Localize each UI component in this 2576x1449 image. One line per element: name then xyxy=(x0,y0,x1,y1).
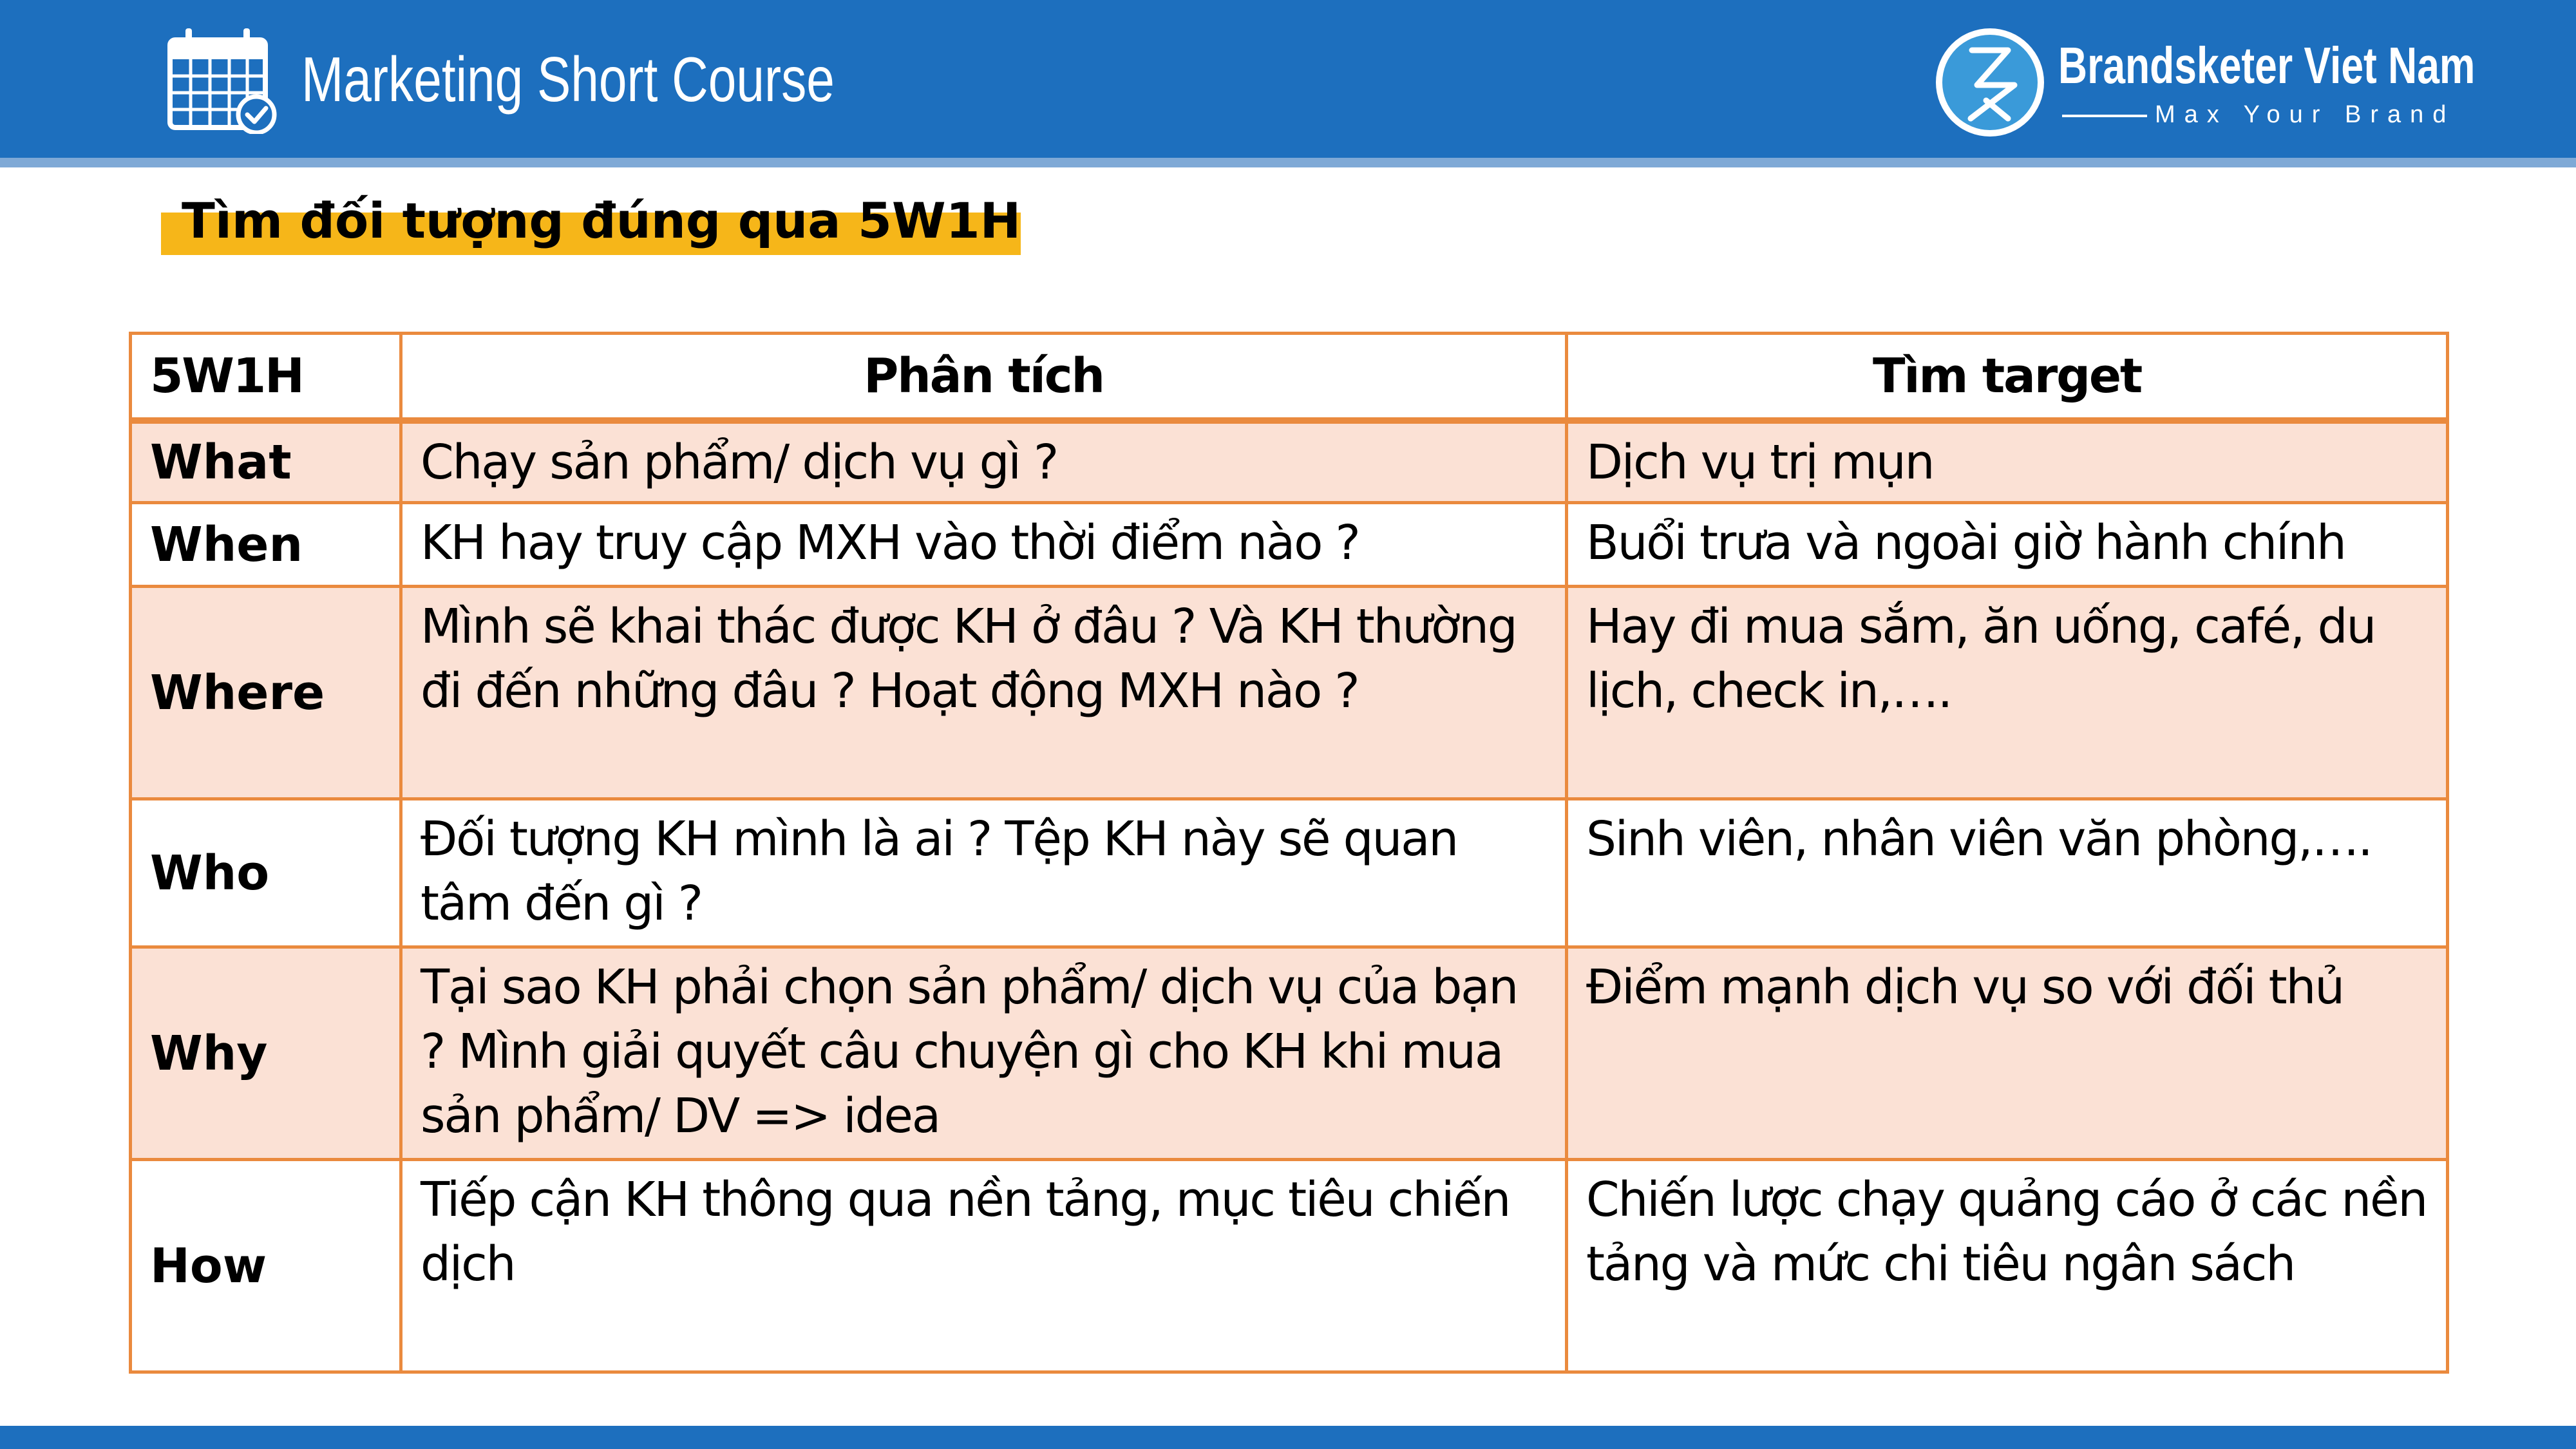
page-title: Tìm đối tượng đúng qua 5W1H xyxy=(182,192,1021,249)
table-header-row xyxy=(131,334,2448,421)
row-analysis: Chạy sản phẩm/ dịch vụ gì ? xyxy=(401,421,1567,503)
row-key: What xyxy=(131,421,401,503)
row-target: Hay đi mua sắm, ăn uống, café, du lịch, check in,…. xyxy=(1567,587,2448,799)
column-header-analysis: Phân tích xyxy=(401,334,1567,421)
calendar-check-icon xyxy=(166,26,277,134)
row-target: Điểm mạnh dịch vụ so với đối thủ xyxy=(1567,947,2448,1160)
table-row xyxy=(131,503,2448,587)
5w1h-table xyxy=(129,332,2449,1374)
course-title: Marketing Short Course xyxy=(301,44,835,115)
table-row xyxy=(131,1160,2448,1372)
header-stripe xyxy=(0,158,2576,167)
table-row xyxy=(131,799,2448,947)
table-row xyxy=(131,421,2448,503)
row-analysis: Tiếp cận KH thông qua nền tảng, mục tiêu chiến dịch xyxy=(401,1160,1567,1372)
row-target: Sinh viên, nhân viên văn phòng,…. xyxy=(1567,799,2448,947)
row-target: Dịch vụ trị mụn xyxy=(1567,421,2448,503)
brand-name: Brandsketer Viet Nam xyxy=(2058,37,2476,94)
column-header-target: Tìm target xyxy=(1567,334,2448,421)
row-analysis: Mình sẽ khai thác được KH ở đâu ? Và KH thường đi đến những đâu ? Hoạt động MXH nào ? xyxy=(401,587,1567,799)
brand-logo-icon xyxy=(1932,24,2048,140)
row-analysis: KH hay truy cập MXH vào thời điểm nào ? xyxy=(401,503,1567,587)
table-row xyxy=(131,587,2448,799)
row-analysis: Tại sao KH phải chọn sản phẩm/ dịch vụ của bạn ? Mình giải quyết câu chuyện gì cho KH khi mua sản phẩm/ DV => idea xyxy=(401,947,1567,1160)
row-analysis: Đối tượng KH mình là ai ? Tệp KH này sẽ quan tâm đến gì ? xyxy=(401,799,1567,947)
row-key: Why xyxy=(131,947,401,1160)
column-header-5w1h: 5W1H xyxy=(131,334,401,421)
brand-tagline: Max Your Brand xyxy=(2155,101,2456,128)
row-key: Where xyxy=(131,587,401,799)
row-target: Buổi trưa và ngoài giờ hành chính xyxy=(1567,503,2448,587)
row-key: How xyxy=(131,1160,401,1372)
row-target: Chiến lược chạy quảng cáo ở các nền tảng và mức chi tiêu ngân sách xyxy=(1567,1160,2448,1372)
footer-stripe xyxy=(0,1426,2576,1449)
row-key: When xyxy=(131,503,401,587)
table-row xyxy=(131,947,2448,1160)
brand-divider xyxy=(2062,115,2147,117)
row-key: Who xyxy=(131,799,401,947)
